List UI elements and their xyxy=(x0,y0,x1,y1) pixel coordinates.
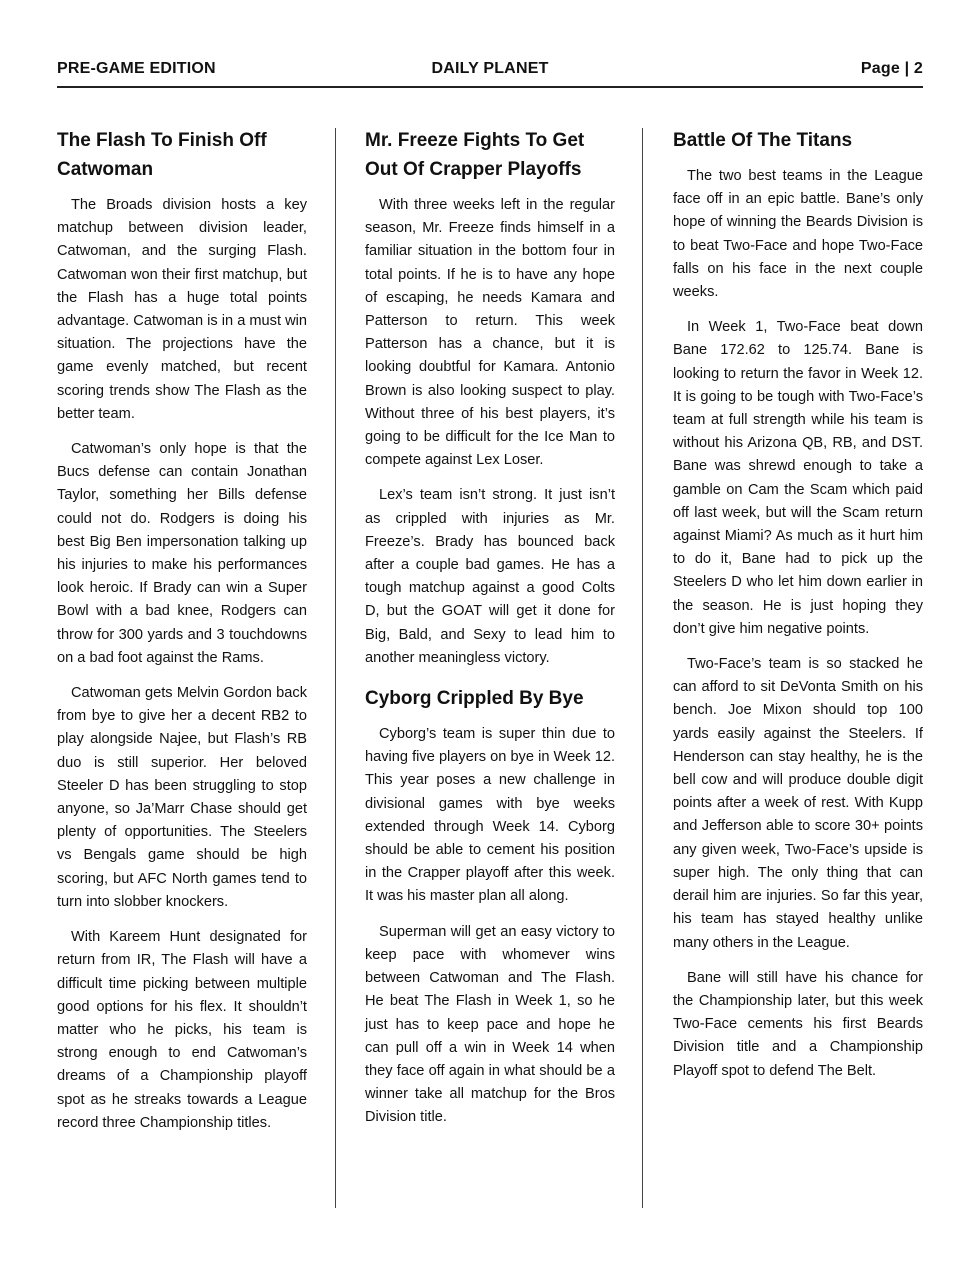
article-battle-of-titans xyxy=(673,126,923,1083)
article-paragraph: With Kareem Hunt designated for return from IR, The Flash will have a difficult time picking between multiple good options for his flex. It shouldn’t matter who he picks, his team is strong enough to end Catwoman’s dreams of a Championship playoff spot as he streaks towards a League record three Championship titles. xyxy=(57,929,307,1131)
article-cyborg xyxy=(365,684,615,1129)
article-paragraph: The Broads division hosts a key matchup between division leader, Catwoman, and the surging Flash. Catwoman won their first matchup, but the Flash has a huge total points advantage. Catwoman is in a must win situation. The projections have the game evenly matched, but recent scoring trends show The Flash as the better team. xyxy=(57,197,307,422)
article-headline: Battle Of The Titans xyxy=(673,130,853,151)
article-column-1 xyxy=(57,126,307,1147)
paper-name: DAILY PLANET xyxy=(431,60,549,77)
article-paragraph: Catwoman gets Melvin Gordon back from bye to give her a decent RB2 to play alongside Najee, but Flash’s RB duo is still superior. Her beloved Steeler D has been struggling to stop anyone, so Ja’Marr Chase should get plenty of opportunities. The Steelers vs Bengals game should be high scoring, but AFC North games tend to turn into slobber knockers. xyxy=(57,685,307,910)
article-paragraph: Catwoman’s only hope is that the Bucs defense can contain Jonathan Taylor, something her Bills defense could not do. Rodgers is doing his best Big Ben impersonation talking up his injuries to make his performances look heroic. If Brady can win a Super Bowl with a bad knee, Rodgers can throw for 300 yards and 3 touchdowns on a bad foot against the Rams. xyxy=(57,441,307,666)
article-paragraph: In Week 1, Two-Face beat down Bane 172.62 to 125.74. Bane is looking to return the favor in Week 12. It is going to be tough with Two-Face’s team at full strength while his team is without his Arizona QB, RB, and DST. Bane was shrewd enough to take a gamble on Cam the Scam which paid off last week, but will the Scam return against Miami? As much as it hurt him to do it, Bane had to pick up the Steelers D who let him down earlier in the season. He is just hoping they don’t give him negative points. xyxy=(673,319,923,637)
article-paragraph: Lex’s team isn’t strong. It just isn’t as crippled with injuries as Mr. Freeze’s. Brady has bounced back after a couple bad games. He has a tough matchup against a good Colts D, but the GOAT will get it done for Big, Bald, and Sexy to lead him to another meaningless victory. xyxy=(365,487,615,666)
article-paragraph: Superman will get an easy victory to keep pace with whomever wins between Catwoman and The Flash. He beat The Flash in Week 1, so he just has to keep pace and hope he can pull off a win in Week 14 when they face off again in what should be a winner take all matchup for the Bros Division title. xyxy=(365,923,615,1126)
column-divider xyxy=(642,128,643,1208)
article-headline: The Flash To Finish Off Catwoman xyxy=(57,130,267,180)
article-paragraph: Bane will still have his chance for the Championship later, but this week Two-Face cements his first Beards Division title and a Championship Playoff spot to defend The Belt. xyxy=(673,969,923,1079)
article-headline: Mr. Freeze Fights To Get Out Of Crapper Playoffs xyxy=(365,130,585,180)
article-paragraph: Cyborg’s team is super thin due to having five players on bye in Week 12. This year poses a new challenge in divisional games with bye weeks extended through Week 14. Cyborg should be able to cement his position in the Crapper playoff after this week. It was his master plan all along. xyxy=(365,726,615,905)
edition-label: PRE-GAME EDITION xyxy=(57,60,216,77)
article-headline: Cyborg Crippled By Bye xyxy=(365,688,584,710)
page-number: Page | 2 xyxy=(860,60,923,77)
article-mr-freeze xyxy=(365,126,615,670)
article-paragraph: Two-Face’s team is so stacked he can afford to sit DeVonta Smith on his bench. Joe Mixon should top 100 yards easily against the Steelers. If Henderson can stay healthy, he is the bell cow and will produce double digit points after a week of rest. With Kupp and Jefferson able to score 30+ points any given week, Two-Face’s upside is super high. The only thing that can derail him are injuries. So far this year, his team has stayed healthy unlike many others in the League. xyxy=(673,656,923,951)
column-divider xyxy=(335,128,336,1208)
article-column-3 xyxy=(673,126,923,1095)
article-paragraph: The two best teams in the League face off in an epic battle. Bane’s only hope of winning the Beards Division is to beat Two-Face and hope Two-Face falls on his face in the next couple weeks. xyxy=(673,168,923,301)
article-paragraph: With three weeks left in the regular season, Mr. Freeze finds himself in a familiar situation in the bottom four in total points. If he is to have any hope of escaping, he needs Kamara and Patterson to return. This week Patterson has a chance, but it is looking doubtful for Kamara. Antonio Brown is also looking suspect to play. Without three of his best players, it’s going to be difficult for the Ice Man to compete against Lex Loser. xyxy=(365,197,615,469)
article-flash-catwoman xyxy=(57,126,307,1135)
page-header xyxy=(57,58,923,88)
article-column-2 xyxy=(365,126,615,1142)
